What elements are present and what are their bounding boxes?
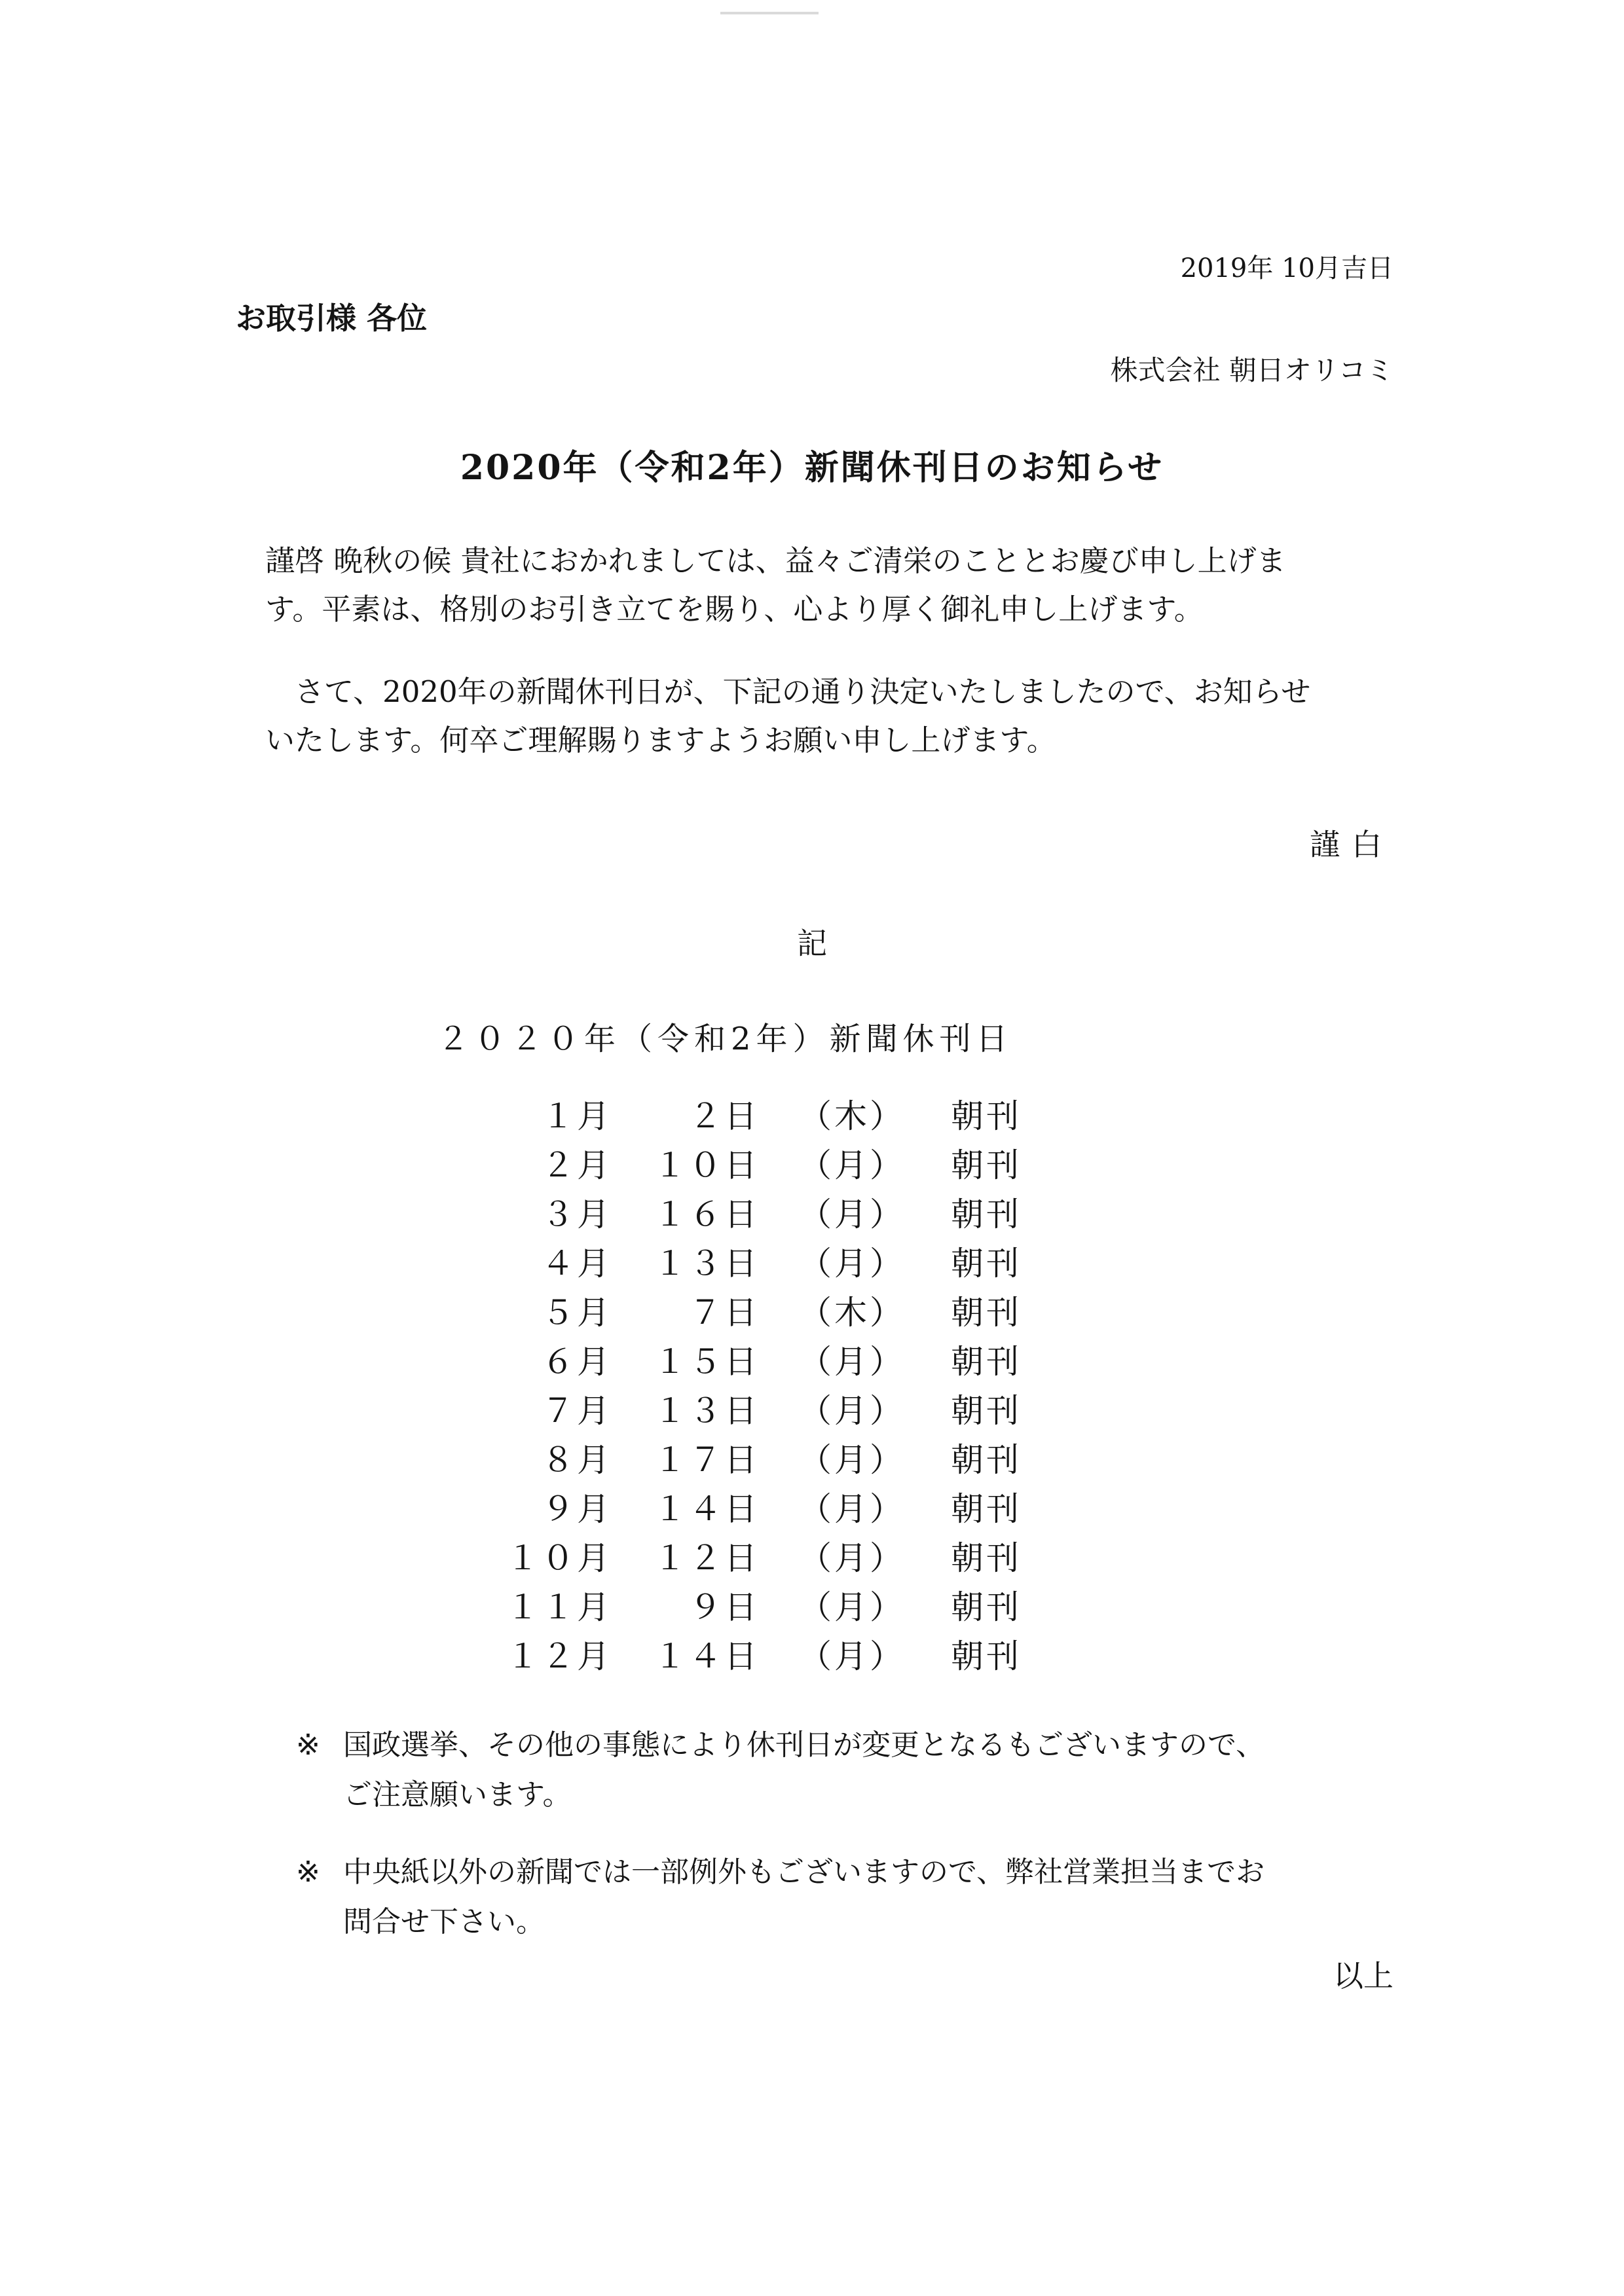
weekday: （月） (799, 1588, 905, 1626)
edition: 朝刊 (951, 1294, 1022, 1332)
month: １１月 (506, 1588, 612, 1626)
paragraph-line: さて、2020年の新聞休刊日が、下記の通り決定いたしましたので、お知らせ (295, 674, 1311, 709)
reference-mark: ※ (296, 1855, 320, 1889)
paragraph-greeting (265, 537, 1397, 634)
sender-company: 株式会社 朝日オリコミ (1110, 354, 1393, 386)
note-line: 国政選挙、その他の事態により休刊日が変更となるもございますので、 (343, 1728, 1265, 1762)
day: １５日 (654, 1343, 760, 1381)
note-text (343, 1848, 1264, 1947)
edition: 朝刊 (951, 1146, 1022, 1184)
month: ６月 (542, 1343, 612, 1381)
day: ７日 (689, 1294, 760, 1332)
edition: 朝刊 (951, 1588, 1022, 1626)
schedule-row (498, 1190, 1087, 1239)
document-date: 2019年 10月吉日 (1180, 253, 1393, 283)
ki-heading: 記 (797, 926, 827, 961)
recipient: お取引様 各位 (236, 301, 428, 336)
scan-artifact (720, 12, 819, 14)
day: ９日 (689, 1588, 760, 1626)
edition: 朝刊 (951, 1343, 1022, 1381)
weekday: （月） (799, 1490, 905, 1528)
paragraph-announcement (265, 668, 1397, 765)
schedule-row (498, 1583, 1087, 1632)
edition: 朝刊 (951, 1195, 1022, 1233)
month: ５月 (542, 1294, 612, 1332)
day: １７日 (654, 1441, 760, 1479)
day: １３日 (654, 1245, 760, 1283)
edition: 朝刊 (951, 1441, 1022, 1479)
month: ８月 (542, 1441, 612, 1479)
month: ４月 (542, 1245, 612, 1283)
day: １２日 (654, 1539, 760, 1577)
edition: 朝刊 (951, 1392, 1022, 1430)
day: １４日 (654, 1637, 760, 1675)
note-line: ご注意願います。 (343, 1778, 572, 1812)
month: ７月 (542, 1392, 612, 1430)
schedule-row (498, 1387, 1087, 1436)
day: １４日 (654, 1490, 760, 1528)
edition: 朝刊 (951, 1539, 1022, 1577)
month: １２月 (506, 1637, 612, 1675)
edition: 朝刊 (951, 1097, 1022, 1135)
reference-mark: ※ (296, 1728, 320, 1762)
holiday-schedule (498, 1092, 1087, 1681)
month: ３月 (542, 1195, 612, 1233)
note-text (343, 1721, 1264, 1820)
weekday: （月） (799, 1146, 905, 1184)
paragraph-line: 謹啓 晩秋の候 貴社におかれましては、益々ご清栄のこととお慶び申し上げま (265, 543, 1286, 578)
day: １０日 (654, 1146, 760, 1184)
schedule-row (498, 1288, 1087, 1338)
edition: 朝刊 (951, 1490, 1022, 1528)
note-line: 問合せ下さい。 (343, 1905, 545, 1939)
closing-salutation: 謹白 (1310, 827, 1393, 862)
month: ２月 (542, 1146, 612, 1184)
paragraph-line: す。平素は、格別のお引き立てを賜り、心より厚く御礼申し上げます。 (265, 592, 1204, 627)
weekday: （月） (799, 1195, 905, 1233)
schedule-row (498, 1534, 1087, 1583)
weekday: （月） (799, 1392, 905, 1430)
weekday: （月） (799, 1343, 905, 1381)
month: １０月 (506, 1539, 612, 1577)
schedule-row (498, 1436, 1087, 1485)
month: １月 (542, 1097, 612, 1135)
schedule-row (498, 1338, 1087, 1387)
schedule-row (498, 1485, 1087, 1534)
day: １３日 (654, 1392, 760, 1430)
document-title: 2020年（令和2年）新聞休刊日のお知らせ (460, 448, 1164, 488)
weekday: （木） (799, 1097, 905, 1135)
end-mark: 以上 (1333, 1958, 1393, 1994)
day: ２日 (689, 1097, 760, 1135)
schedule-title: ２０２０年（令和2年）新聞休刊日 (437, 1021, 1013, 1057)
weekday: （月） (799, 1637, 905, 1675)
paragraph-line: いたします。何卒ご理解賜りますようお願い申し上げます。 (265, 723, 1056, 757)
edition: 朝刊 (951, 1245, 1022, 1283)
weekday: （月） (799, 1539, 905, 1577)
weekday: （月） (799, 1245, 905, 1283)
weekday: （木） (799, 1294, 905, 1332)
schedule-row (498, 1632, 1087, 1681)
schedule-row (498, 1141, 1087, 1190)
schedule-row (498, 1239, 1087, 1288)
month: ９月 (542, 1490, 612, 1528)
schedule-row (498, 1092, 1087, 1141)
day: １６日 (654, 1195, 760, 1233)
note-line: 中央紙以外の新聞では一部例外もございますので、弊社営業担当までお (343, 1855, 1265, 1889)
edition: 朝刊 (951, 1637, 1022, 1675)
weekday: （月） (799, 1441, 905, 1479)
